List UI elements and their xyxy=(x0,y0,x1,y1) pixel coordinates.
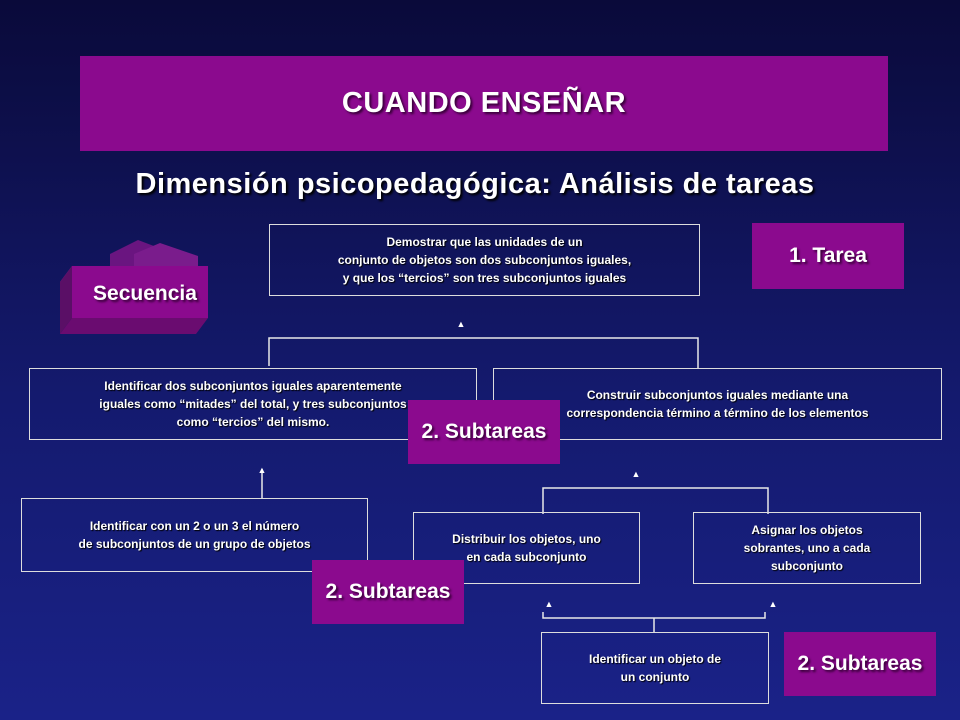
build-subsets-line-2: correspondencia término a término de los elementos xyxy=(566,406,869,420)
page-title: CUANDO ENSEÑAR xyxy=(341,87,627,119)
identify-subsets-line-2: iguales como “mitades” del total, y tres subconjuntos xyxy=(99,397,407,411)
identify-number-line-2: de subconjuntos de un grupo de objetos xyxy=(78,537,311,551)
sequence-arrow-icon xyxy=(60,240,208,334)
identify-object-box xyxy=(541,632,769,704)
assign-leftovers-box xyxy=(693,512,921,584)
up-arrow-icon: ▲ xyxy=(631,469,641,479)
assign-leftovers-line-2: sobrantes, uno a cada xyxy=(743,541,871,555)
title-banner xyxy=(80,56,888,151)
build-subsets-box xyxy=(493,368,942,440)
identify-subsets-line-3: como “tercios” del mismo. xyxy=(176,415,330,429)
task-tag: 1. Tarea xyxy=(752,223,904,289)
identify-subsets-line-1: Identificar dos subconjuntos iguales aparentemente xyxy=(104,379,402,393)
page-subtitle: Dimensión psicopedagógica: Análisis de tareas xyxy=(135,168,815,200)
up-arrow-icon: ▲ xyxy=(544,599,554,609)
subtask-tag-bottom: 2. Subtareas xyxy=(784,632,936,696)
subtask-tag-center: 2. Subtareas xyxy=(408,400,560,464)
subtask-tag-left: 2. Subtareas xyxy=(312,560,464,624)
distribute-objects-line-1: Distribuir los objetos, uno xyxy=(452,532,601,546)
main-task-line-3: y que los “tercios” son tres subconjuntos iguales xyxy=(342,271,627,285)
up-arrow-icon: ▲ xyxy=(257,465,267,475)
assign-leftovers-line-1: Asignar los objetos xyxy=(751,523,863,537)
identify-object-line-2: un conjunto xyxy=(620,670,690,684)
identify-number-line-1: Identificar con un 2 o un 3 el número xyxy=(89,519,300,533)
distribute-objects-line-2: en cada subconjunto xyxy=(466,550,587,564)
main-task-line-1: Demostrar que las unidades de un xyxy=(386,235,583,249)
identify-object-line-1: Identificar un objeto de xyxy=(588,652,721,666)
up-arrow-icon: ▲ xyxy=(768,599,778,609)
assign-leftovers-line-3: subconjunto xyxy=(771,559,843,573)
up-arrow-icon: ▲ xyxy=(456,319,466,329)
build-subsets-line-1: Construir subconjuntos iguales mediante una xyxy=(586,388,849,402)
main-task-box xyxy=(269,224,700,296)
main-task-line-2: conjunto de objetos son dos subconjuntos iguales, xyxy=(337,253,632,267)
sequence-label: Secuencia xyxy=(93,282,197,305)
